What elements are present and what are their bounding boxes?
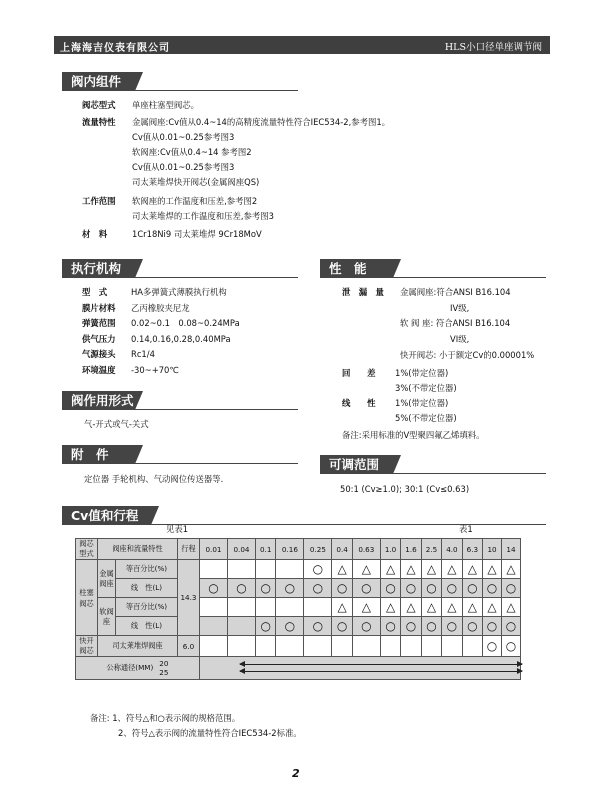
- stroke-quick: 6.0: [178, 636, 200, 657]
- table-row: [76, 598, 521, 617]
- internal-value: 司太莱堆焊快开阀芯(金属阀座QS): [132, 177, 260, 187]
- table-cell: [401, 579, 421, 598]
- actuator-label: 气源接头: [82, 349, 116, 359]
- actuator-value: 0.02~0.1 0.08~0.24MPa: [131, 318, 240, 328]
- circle-symbol: ○: [426, 619, 437, 633]
- internal-value: 司太莱堆焊的工作温度和压差,参考图3: [132, 211, 274, 221]
- table-cell: [332, 598, 352, 617]
- leakage-label: 泄 漏 量: [342, 287, 384, 297]
- table-cell: [462, 617, 482, 636]
- triangle-symbol: △: [487, 600, 497, 614]
- hysteresis-value: 3%(不带定位器): [395, 383, 457, 393]
- table-cell: [462, 598, 482, 617]
- table-cell: [255, 598, 275, 617]
- table-cell: [442, 560, 462, 579]
- table-cell: [304, 579, 332, 598]
- table-cell: [483, 560, 502, 579]
- internal-value: 软阀座的工作温度和压差,参考图2: [132, 196, 258, 206]
- table-cell: [276, 579, 304, 598]
- circle-symbol: ○: [486, 619, 498, 633]
- table-cell: [200, 636, 228, 657]
- metal-seat-label: 金属阀座: [98, 560, 116, 598]
- table-cell: [304, 598, 332, 617]
- hysteresis-value: 1%(带定位器): [395, 368, 449, 378]
- actuator-label: 型 式: [82, 287, 108, 297]
- table-cell: [380, 598, 400, 617]
- table-cell: [255, 617, 275, 636]
- table-cell: [483, 598, 502, 617]
- table-cell: [227, 598, 255, 617]
- table-cell: [421, 636, 441, 657]
- actuator-label: 弹簧范围: [82, 318, 116, 328]
- linearity-label: 线 性: [342, 398, 376, 408]
- table-row: [76, 636, 521, 657]
- linearity-value: 5%(不带定位器): [395, 413, 457, 423]
- table-row: [76, 579, 521, 598]
- header-cv-value: 0.16: [276, 539, 304, 560]
- header-core-type: 阀芯型式: [76, 539, 98, 560]
- action-text: 气-开式或气-关式: [84, 419, 149, 429]
- equal-percentage-label: 等百分比(%): [116, 560, 178, 579]
- circle-symbol: ○: [260, 619, 271, 633]
- cv-note-2: 2、符号△表示阀的流量特性符合IEC534-2标准。: [118, 728, 302, 738]
- internal-label: 流量特性: [82, 117, 116, 127]
- stroke-plug: 14.3: [178, 560, 200, 636]
- circle-symbol: ○: [405, 619, 417, 633]
- section-rule: [134, 90, 298, 91]
- leakage-value: VI级,: [450, 334, 470, 344]
- triangle-symbol: △: [361, 600, 371, 614]
- actuator-label: 供气压力: [82, 333, 116, 344]
- table-cell: [421, 579, 441, 598]
- circle-symbol: ○: [426, 581, 437, 595]
- internal-label: 阀芯型式: [82, 100, 116, 110]
- header-cv-value: 0.4: [332, 539, 352, 560]
- circle-symbol: ○: [385, 581, 396, 595]
- section-title-internal: 阀内组件: [62, 72, 135, 91]
- section-rule: [392, 473, 546, 474]
- soft-seat-label: 软阀座: [98, 598, 116, 636]
- range-text: 50:1 (Cv≥1.0); 30:1 (Cv≤0.63): [340, 484, 470, 494]
- table-ref-left: 见表1: [166, 524, 189, 534]
- internal-value: 金属阀座:Cv值从0.4~14的高精度流量特性符合IEC534-2,参考图1。: [132, 117, 391, 127]
- section-title-range: 可调范围: [320, 455, 393, 474]
- table-cell: [380, 617, 400, 636]
- table-cell: [352, 636, 380, 657]
- triangle-symbol: △: [385, 600, 396, 614]
- quick-core-label: 快开阀芯: [76, 636, 98, 657]
- circle-symbol: ○: [208, 581, 219, 595]
- header-stroke: 行程: [178, 539, 200, 560]
- circle-symbol: ○: [260, 581, 271, 595]
- table-cell: [462, 579, 482, 598]
- table-cell: [421, 598, 441, 617]
- circle-symbol: ○: [236, 581, 247, 595]
- triangle-symbol: △: [361, 562, 371, 576]
- triangle-symbol: △: [467, 562, 477, 576]
- plug-core-label: 柱塞阀芯: [76, 560, 98, 636]
- table-cell: [380, 579, 400, 598]
- header-cv-value: 0.25: [304, 539, 332, 560]
- table-cell: [227, 560, 255, 579]
- actuator-label: 环境温度: [82, 364, 116, 375]
- triangle-symbol: △: [406, 600, 416, 614]
- actuator-value: 0.14,0.16,0.28,0.40MPa: [131, 333, 231, 344]
- table-cell: [483, 636, 502, 657]
- triangle-symbol: △: [467, 600, 477, 614]
- table-cell: [332, 617, 352, 636]
- triangle-symbol: △: [426, 562, 437, 576]
- nominal-diameter-values: [159, 659, 168, 677]
- table-cell: [200, 598, 228, 617]
- table-cell: [304, 617, 332, 636]
- circle-symbol: ○: [385, 619, 396, 633]
- triangle-symbol: △: [337, 562, 347, 576]
- circle-symbol: ○: [505, 639, 517, 653]
- company-name: 上海海吉仪表有限公司: [60, 43, 170, 54]
- table-cell: [332, 560, 352, 579]
- table-header-row: [76, 539, 521, 560]
- actuator-label: 膜片材料: [82, 302, 116, 313]
- table-cell: [442, 617, 462, 636]
- table-cell: [421, 560, 441, 579]
- table-cell: [304, 636, 332, 657]
- table-cell: [462, 636, 482, 657]
- internal-value: Cv值从0.01~0.25参考图3: [132, 132, 235, 142]
- nominal-diameter-cell: [76, 657, 200, 680]
- table-cell: [352, 579, 380, 598]
- table-cell: [501, 598, 520, 617]
- table-cell: [276, 617, 304, 636]
- section-rule: [392, 277, 546, 278]
- internal-value: 单座柱塞型阀芯。: [132, 100, 199, 110]
- page-number: 2: [292, 767, 300, 780]
- diameter-range-cell: [200, 657, 521, 680]
- internal-label: 工作范围: [82, 196, 116, 206]
- triangle-symbol: △: [447, 600, 457, 614]
- table-cell: [352, 598, 380, 617]
- circle-symbol: ○: [284, 581, 296, 595]
- header-cv-value: 2.5: [421, 539, 441, 560]
- table-cell: [380, 636, 400, 657]
- dn-20: 20: [159, 659, 169, 668]
- header-cv-value: 6.3: [462, 539, 482, 560]
- table-cell: [401, 617, 421, 636]
- leakage-value: 软 阀 座: 符合ANSI B16.104: [400, 318, 511, 328]
- internal-value: 1Cr18Ni9 司太莱堆焊 9Cr18MoV: [132, 229, 262, 239]
- circle-symbol: ○: [284, 619, 296, 633]
- table-cell: [501, 617, 520, 636]
- section-title-cv: Cv值和行程: [62, 506, 151, 525]
- linear-label: 线 性(L): [116, 579, 178, 598]
- cv-note-1: 备注: 1、符号△和○表示阀的规格范围。: [90, 713, 241, 723]
- table-cell: [501, 560, 520, 579]
- table-cell: [501, 636, 520, 657]
- circle-symbol: ○: [312, 619, 324, 633]
- leakage-value: 快开阀芯: 小于额定Cv的0.00001%: [400, 350, 535, 360]
- header-cv-value: 0.01: [200, 539, 228, 560]
- table-cell: [421, 617, 441, 636]
- table-cell: [227, 617, 255, 636]
- leakage-value: IV级,: [450, 303, 470, 313]
- nominal-diameter-label: 公称通径(MM): [106, 663, 154, 672]
- table-cell: [462, 560, 482, 579]
- triangle-symbol: △: [447, 562, 457, 576]
- triangle-symbol: △: [385, 562, 396, 576]
- triangle-symbol: △: [406, 562, 416, 576]
- table-cell: [442, 579, 462, 598]
- dn-25: 25: [159, 668, 169, 677]
- internal-value: 软阀座:Cv值从0.4~14 参考图2: [132, 147, 252, 157]
- table-cell: [483, 617, 502, 636]
- range-arrow-dn20: [240, 664, 522, 665]
- header-cv-value: 1.6: [401, 539, 421, 560]
- table-cell: [200, 560, 228, 579]
- product-name: HLS小口径单座调节阀: [444, 42, 542, 53]
- section-title-performance: 性 能: [320, 259, 393, 278]
- circle-symbol: ○: [467, 619, 478, 633]
- table-cell: [227, 579, 255, 598]
- circle-symbol: ○: [505, 619, 517, 633]
- table-cell: [276, 560, 304, 579]
- table-ref-right: 表1: [459, 524, 473, 534]
- table-cell: [227, 636, 255, 657]
- circle-symbol: ○: [336, 581, 348, 595]
- table-cell: [352, 560, 380, 579]
- internal-value: Cv值从0.01~0.25参考图3: [132, 162, 235, 172]
- circle-symbol: ○: [446, 619, 458, 633]
- triangle-symbol: △: [337, 600, 347, 614]
- section-rule: [150, 524, 546, 525]
- cv-stroke-table: [75, 538, 521, 680]
- table-cell: [401, 598, 421, 617]
- table-cell: [501, 579, 520, 598]
- table-cell: [255, 560, 275, 579]
- section-title-accessory: 附 件: [62, 445, 135, 464]
- section-rule: [134, 463, 298, 464]
- section-rule: [134, 409, 298, 410]
- table-row: [76, 560, 521, 579]
- section-rule: [134, 277, 298, 278]
- table-cell: [276, 598, 304, 617]
- table-cell: [442, 598, 462, 617]
- table-cell: [200, 617, 228, 636]
- actuator-value: 乙丙橡胶夹尼龙: [131, 302, 190, 313]
- leakage-value: 金属阀座:符合ANSI B16.104: [400, 287, 511, 297]
- header-cv-value: 14: [501, 539, 520, 560]
- table-cell: [352, 617, 380, 636]
- header-cv-value: 0.63: [352, 539, 380, 560]
- range-arrow-dn25: [240, 671, 522, 672]
- linearity-value: 1%(带定位器): [395, 398, 449, 408]
- table-cell: [304, 560, 332, 579]
- table-cell: [332, 579, 352, 598]
- header-cv-value: 0.04: [227, 539, 255, 560]
- table-cell: [401, 636, 421, 657]
- triangle-symbol: △: [506, 562, 516, 576]
- header-seat-characteristic: 阀座和流量特性: [98, 539, 178, 560]
- header-cv-value: 10: [483, 539, 502, 560]
- header-cv-value: 1.0: [380, 539, 400, 560]
- circle-symbol: ○: [505, 581, 517, 595]
- table-cell: [332, 636, 352, 657]
- section-title-actuator: 执行机构: [62, 259, 135, 278]
- linear-label: 线 性(L): [116, 617, 178, 636]
- circle-symbol: ○: [486, 639, 498, 653]
- accessory-text: 定位器 手轮机构、气动阀位传送器等.: [84, 474, 224, 484]
- circle-symbol: ○: [361, 619, 372, 633]
- circle-symbol: ○: [467, 581, 478, 595]
- triangle-symbol: △: [487, 562, 497, 576]
- table-cell: [255, 636, 275, 657]
- hysteresis-label: 回 差: [342, 368, 376, 378]
- table-cell: [442, 636, 462, 657]
- performance-note: 备注:采用标准的V型聚四氟乙烯填料。: [342, 430, 485, 440]
- table-cell: [380, 560, 400, 579]
- page-header: [54, 36, 550, 54]
- quick-seat-label: 司太莱堆焊阀座: [98, 636, 178, 657]
- circle-symbol: ○: [312, 562, 324, 576]
- table-row: [76, 617, 521, 636]
- table-cell: [401, 560, 421, 579]
- table-cell: [200, 579, 228, 598]
- circle-symbol: ○: [312, 581, 324, 595]
- table-cell: [483, 579, 502, 598]
- circle-symbol: ○: [405, 581, 417, 595]
- triangle-symbol: △: [506, 600, 516, 614]
- table-cell: [255, 579, 275, 598]
- triangle-symbol: △: [426, 600, 437, 614]
- table-row: [76, 657, 521, 680]
- diameter-arrows: [200, 658, 520, 678]
- circle-symbol: ○: [336, 619, 348, 633]
- actuator-value: HA多弹簧式薄膜执行机构: [131, 287, 227, 297]
- header-cv-value: 0.1: [255, 539, 275, 560]
- header-cv-value: 4.0: [442, 539, 462, 560]
- equal-percentage-label: 等百分比(%): [116, 598, 178, 617]
- actuator-value: Rc1/4: [131, 349, 155, 359]
- internal-label: 材 料: [82, 229, 108, 239]
- table-cell: [276, 636, 304, 657]
- circle-symbol: ○: [486, 581, 498, 595]
- actuator-value: -30~+70℃: [131, 364, 179, 375]
- section-title-action: 阀作用形式: [62, 391, 135, 410]
- circle-symbol: ○: [446, 581, 458, 595]
- circle-symbol: ○: [361, 581, 372, 595]
